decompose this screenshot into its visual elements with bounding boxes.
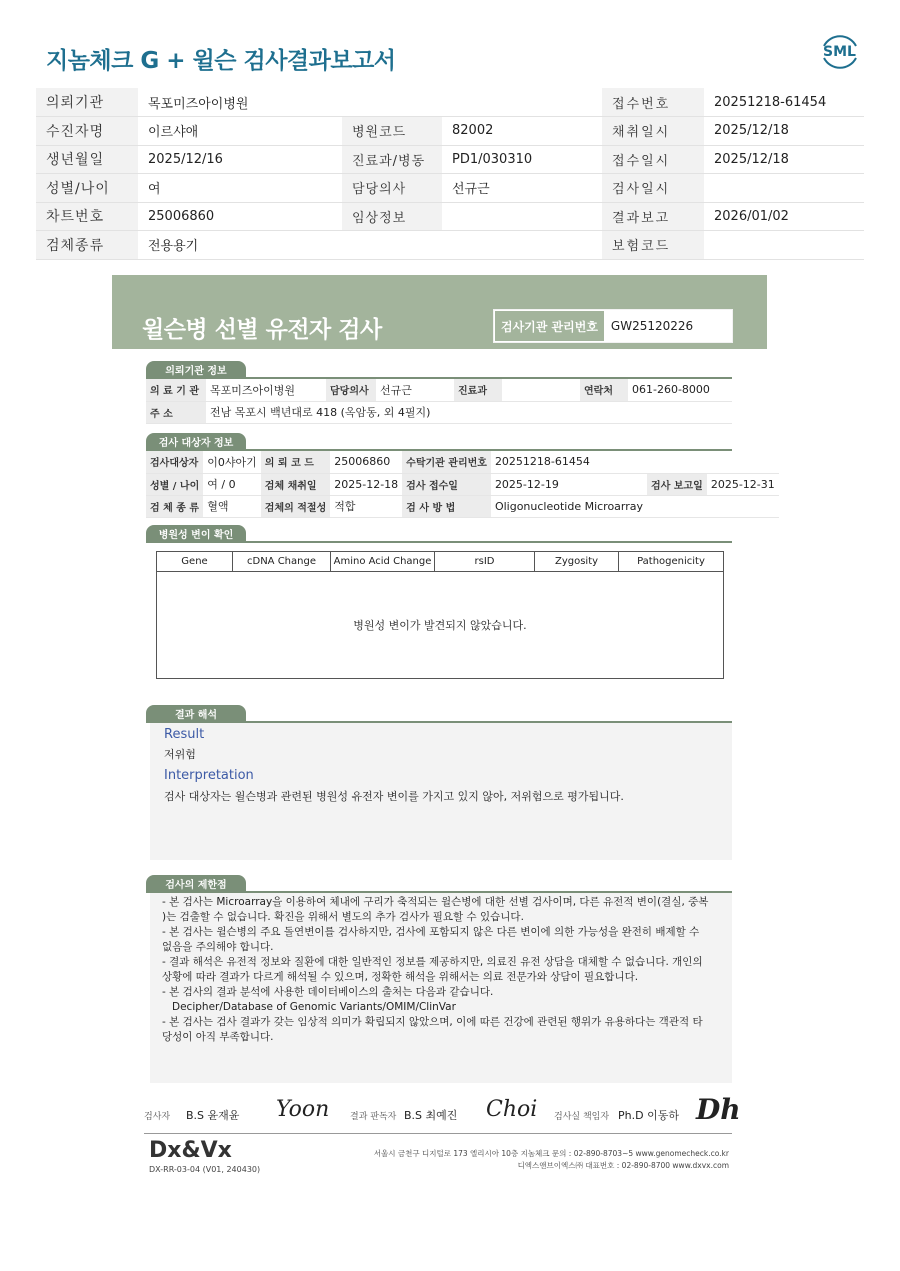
limitation-line: 없음을 주의해야 합니다. xyxy=(162,941,274,953)
header-value: 전용용기 xyxy=(138,231,342,260)
header-value: 2025/12/18 xyxy=(704,145,864,174)
result-heading: Result xyxy=(164,727,205,742)
variant-column-header: rsID xyxy=(435,552,535,571)
subject-key: 검사 접수일 xyxy=(402,473,491,495)
inst-value: 목포미즈아이병원 xyxy=(206,379,326,401)
header-label xyxy=(342,231,442,260)
limitation-line: 당성이 아직 부족합니다. xyxy=(162,1031,274,1043)
footer-address-line: 서울시 금천구 디지털로 173 엘리시아 10층 지놈체크 문의 : 02-890-8703~5 www.genomecheck.co.kr xyxy=(373,1149,729,1158)
header-label: 성별/나이 xyxy=(36,174,138,203)
subject-row xyxy=(146,451,779,473)
subject-value: 2025-12-31 xyxy=(707,473,779,495)
footer-logo: Dx&Vx xyxy=(149,1138,232,1163)
header-value: 25006860 xyxy=(138,202,342,231)
signer-name: B.S 최예진 xyxy=(404,1109,458,1122)
inst-key: 연락처 xyxy=(580,379,628,401)
header-label: 임상정보 xyxy=(342,202,442,231)
header-label: 진료과/병동 xyxy=(342,145,442,174)
result-text: 저위험 xyxy=(164,748,196,761)
header-row xyxy=(36,231,864,260)
signature-script: Dh xyxy=(696,1093,741,1126)
subject-key xyxy=(647,451,707,473)
signer-role: 검사실 책임자 xyxy=(554,1112,610,1122)
section-divider xyxy=(146,541,732,543)
signature-divider xyxy=(144,1133,732,1134)
header-value: 선규근 xyxy=(442,174,602,203)
section-tab-institution: 의뢰기관 정보 xyxy=(146,361,246,378)
header-label xyxy=(342,88,442,117)
subject-key: 검체 채취일 xyxy=(261,473,330,495)
header-value: 82002 xyxy=(442,117,602,146)
header-row xyxy=(36,88,864,117)
header-value xyxy=(704,174,864,203)
subject-row xyxy=(146,473,779,495)
report-banner xyxy=(112,275,767,349)
limitation-line: - 본 검사는 윌슨병의 주요 돌연변이를 검사하지만, 검사에 포함되지 않은 다른 변이에 의한 가능성을 완전히 배제할 수 xyxy=(162,926,700,938)
footer-address-line: 디엑스앤브이엑스㈜ 대표번호 : 02-890-8700 www.dxvx.com xyxy=(517,1161,729,1170)
inst-value xyxy=(502,379,580,401)
signer-role: 검사자 xyxy=(144,1112,171,1122)
signature-script: Choi xyxy=(486,1097,538,1122)
header-label: 검체종류 xyxy=(36,231,138,260)
signer-role: 결과 판독자 xyxy=(350,1112,397,1122)
signer-name: Ph.D 이동하 xyxy=(618,1109,679,1122)
section-tab-interpretation: 결과 해석 xyxy=(146,705,246,722)
variant-column-header: Gene xyxy=(157,552,233,571)
header-label: 접수일시 xyxy=(602,145,704,174)
header-value: 2025/12/16 xyxy=(138,145,342,174)
limitation-line: Decipher/Database of Genomic Variants/OMIM/ClinVar xyxy=(162,1001,456,1013)
header-value: 2025/12/18 xyxy=(704,117,864,146)
header-label: 채취일시 xyxy=(602,117,704,146)
management-number-value: GW25120226 xyxy=(610,319,694,333)
patient-header-table xyxy=(36,88,864,260)
footer-doc-code: DX-RR-03-04 (V01, 240430) xyxy=(149,1165,261,1174)
inst-key: 주 소 xyxy=(146,401,206,423)
header-value: 여 xyxy=(138,174,342,203)
subject-key: 의 뢰 코 드 xyxy=(261,451,330,473)
header-label: 차트번호 xyxy=(36,202,138,231)
subject-key: 검 체 종 류 xyxy=(146,495,203,517)
header-label: 수진자명 xyxy=(36,117,138,146)
header-row xyxy=(36,117,864,146)
header-row xyxy=(36,145,864,174)
header-label: 결과보고 xyxy=(602,202,704,231)
footer-address xyxy=(374,1148,729,1172)
subject-value: 여 / 0 xyxy=(203,473,261,495)
logo-text: SML xyxy=(823,44,856,60)
subject-key: 수탁기관 관리번호 xyxy=(402,451,491,473)
subject-value: 2025-12-19 xyxy=(491,473,647,495)
header-label: 생년월일 xyxy=(36,145,138,174)
limitation-line: - 본 검사의 결과 분석에 사용한 데이터베이스의 출처는 다음과 같습니다. xyxy=(162,986,494,998)
signature-script: Yoon xyxy=(276,1097,330,1122)
page-title: 지놈체크 G + 윌슨 검사결과보고서 xyxy=(46,48,396,74)
inst-value: 선규근 xyxy=(376,379,454,401)
header-row xyxy=(36,202,864,231)
limitations-text xyxy=(162,895,722,1045)
institution-table xyxy=(146,379,732,424)
subject-key: 검체의 적절성 xyxy=(261,495,330,517)
subject-key: 성별 / 나이 xyxy=(146,473,203,495)
inst-value: 061-260-8000 xyxy=(628,379,732,401)
variant-table xyxy=(156,551,724,679)
section-tab-subject: 검사 대상자 정보 xyxy=(146,433,246,450)
subject-row xyxy=(146,495,779,517)
limitation-line: 상황에 따라 결과가 다르게 해석될 수 있으며, 정확한 해석을 위해서는 의료 전문가와 상담이 필요합니다. xyxy=(162,971,639,983)
header-label: 의뢰기관 xyxy=(36,88,138,117)
report-title: 윌슨병 선별 유전자 검사 xyxy=(142,317,382,343)
subject-key: 검 사 방 법 xyxy=(402,495,491,517)
subject-value: 이0샤아기 xyxy=(203,451,261,473)
limitation-line: - 본 검사는 Microarray을 이용하여 체내에 구리가 축적되는 윌슨병에 대한 선별 검사이며, 다른 유전적 변이(결실, 중복 xyxy=(162,896,709,908)
header-label: 보험코드 xyxy=(602,231,704,260)
subject-value: 적합 xyxy=(330,495,402,517)
subject-value: 20251218-61454 xyxy=(491,451,647,473)
management-number-box xyxy=(493,309,733,343)
limitation-line: - 본 검사는 검사 결과가 갖는 임상적 의미가 확립되지 않았으며, 이에 따른 건강에 관련된 행위가 유용하다는 객관적 타 xyxy=(162,1016,703,1028)
variant-message: 병원성 변이가 발견되지 않았습니다. xyxy=(353,619,527,632)
header-label: 담당의사 xyxy=(342,174,442,203)
header-row xyxy=(36,174,864,203)
interpretation-text: 검사 대상자는 윌슨병과 관련된 병원성 유전자 변이를 가지고 있지 않아, 저위험으로 평가됩니다. xyxy=(164,790,624,803)
interpretation-box xyxy=(150,723,732,860)
subject-key: 검사 보고일 xyxy=(647,473,707,495)
section-tab-variant: 병원성 변이 확인 xyxy=(146,525,246,542)
signature-row xyxy=(144,1093,741,1129)
variant-column-header: cDNA Change xyxy=(233,552,331,571)
header-label: 병원코드 xyxy=(342,117,442,146)
header-value xyxy=(442,202,602,231)
subject-value: 혈액 xyxy=(203,495,261,517)
variant-column-header: Zygosity xyxy=(535,552,619,571)
header-value: PD1/030310 xyxy=(442,145,602,174)
inst-key: 의 료 기 관 xyxy=(146,379,206,401)
subject-value: Oligonucleotide Microarray xyxy=(491,495,647,517)
header-value xyxy=(442,88,602,117)
header-value xyxy=(442,231,602,260)
subject-value xyxy=(707,451,779,473)
header-value xyxy=(704,231,864,260)
inst-address: 전남 목포시 백년대로 418 (옥암동, 외 4필지) xyxy=(206,401,732,423)
variant-table-header xyxy=(157,552,723,572)
header-label: 접수번호 xyxy=(602,88,704,117)
subject-key: 검사대상자 xyxy=(146,451,203,473)
subject-value xyxy=(707,495,779,517)
header-value: 이르샤애 xyxy=(138,117,342,146)
header-value: 2026/01/02 xyxy=(704,202,864,231)
header-label: 검사일시 xyxy=(602,174,704,203)
variant-column-header: Pathogenicity xyxy=(637,556,705,567)
subject-key xyxy=(647,495,707,517)
signer-name: B.S 윤재윤 xyxy=(186,1109,240,1122)
inst-key: 진료과 xyxy=(454,379,502,401)
header-value: 20251218-61454 xyxy=(704,88,864,117)
inst-key: 담당의사 xyxy=(326,379,376,401)
subject-value: 25006860 xyxy=(330,451,402,473)
limitation-line: )는 검출할 수 없습니다. 확진을 위해서 별도의 추가 검사가 필요할 수 있습니다. xyxy=(162,911,524,923)
interpretation-heading: Interpretation xyxy=(164,768,254,783)
subject-table xyxy=(146,451,779,518)
section-tab-limitations: 검사의 제한점 xyxy=(146,875,246,892)
variant-column-header: Amino Acid Change xyxy=(331,552,435,571)
report-panel xyxy=(112,275,775,1174)
management-number-label: 검사기관 관리번호 xyxy=(494,310,605,342)
limitation-line: - 결과 해석은 유전적 정보와 질환에 대한 일반적인 정보를 제공하지만, 의료진 유전 상담을 대체할 수 없습니다. 개인의 xyxy=(162,956,703,968)
header-value: 목포미즈아이병원 xyxy=(138,88,342,117)
subject-value: 2025-12-18 xyxy=(330,473,402,495)
